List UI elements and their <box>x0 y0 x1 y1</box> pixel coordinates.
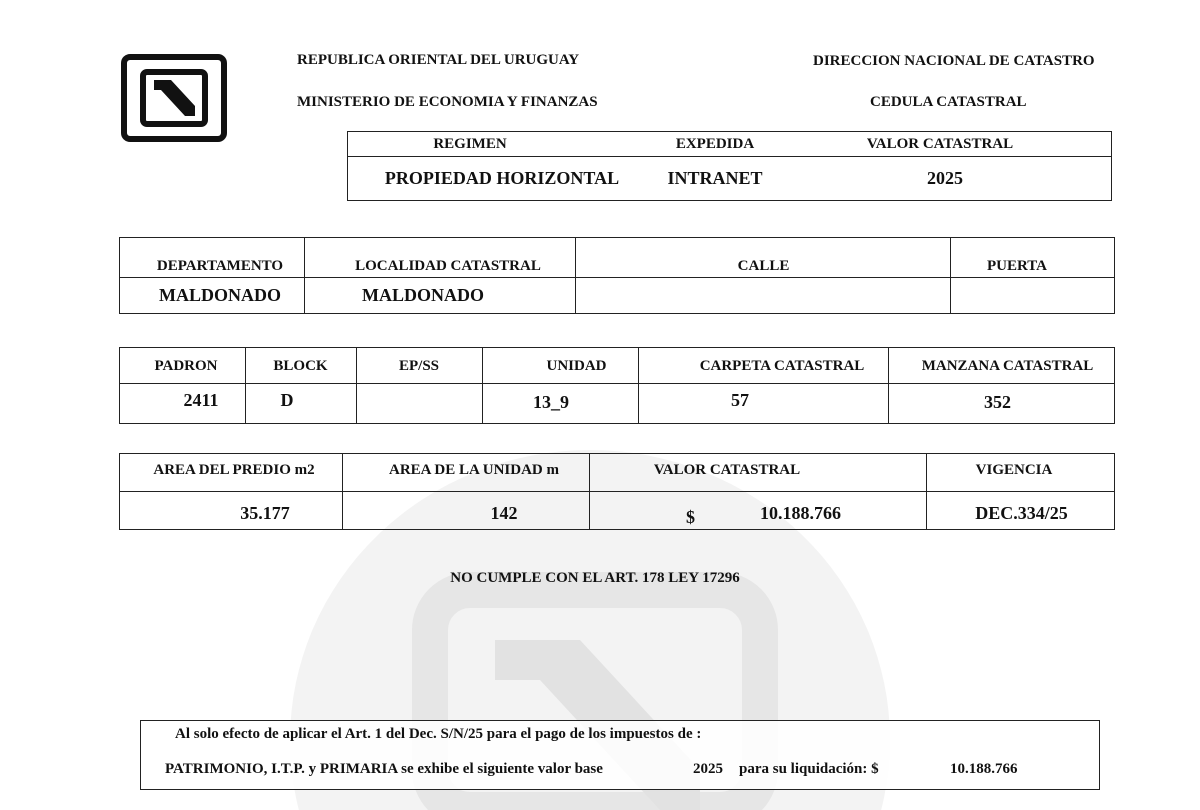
puerta-header: PUERTA <box>986 258 1048 274</box>
location-col-divider <box>950 237 951 314</box>
epss-header: EP/SS <box>398 358 440 374</box>
footer-line2-value: 10.188.766 <box>950 761 1018 777</box>
parcel-col-divider <box>482 347 483 424</box>
manzana-header: MANZANA CATASTRAL <box>921 358 1094 374</box>
location-col-divider <box>575 237 576 314</box>
area-unidad-value: 142 <box>490 503 518 523</box>
footer-line2-text: PATRIMONIO, I.T.P. y PRIMARIA se exhibe el siguiente valor base <box>165 761 603 777</box>
document-type: CEDULA CATASTRAL <box>870 94 1027 110</box>
unidad-value: 13_9 <box>533 392 569 412</box>
agency-name: DIRECCION NACIONAL DE CATASTRO <box>813 53 1095 69</box>
expedida-label: EXPEDIDA <box>675 136 755 152</box>
manzana-value: 352 <box>984 392 1011 412</box>
footer-line2-year: 2025 <box>693 761 723 777</box>
carpeta-value: 57 <box>731 390 749 410</box>
block-value: D <box>280 390 294 410</box>
carpeta-header: CARPETA CATASTRAL <box>699 358 865 374</box>
value-col-divider <box>926 453 927 530</box>
footer-line1: Al solo efecto de aplicar el Art. 1 del Dec. S/N/25 para el pago de los impuestos de : <box>175 726 702 742</box>
vigencia-value: DEC.334/25 <box>975 503 1068 523</box>
padron-value: 2411 <box>183 390 219 410</box>
parcel-header-divider <box>119 383 1115 384</box>
regimen-value: PROPIEDAD HORIZONTAL <box>384 168 620 188</box>
calle-header: CALLE <box>737 258 790 274</box>
localidad-header: LOCALIDAD CATASTRAL <box>355 258 541 274</box>
vigencia-header: VIGENCIA <box>975 462 1053 478</box>
area-predio-header: AREA DEL PREDIO m2 <box>153 462 315 478</box>
departamento-value: MALDONADO <box>159 285 281 305</box>
valor-year-value: 2025 <box>927 168 963 188</box>
ministry-name: MINISTERIO DE ECONOMIA Y FINANZAS <box>297 94 598 110</box>
area-unidad-header: AREA DE LA UNIDAD m <box>388 462 560 478</box>
valor-catastral-value: 10.188.766 <box>760 503 841 523</box>
catastro-logo-icon <box>121 54 228 142</box>
footer-line2-suffix: para su liquidación: $ <box>739 761 879 777</box>
localidad-value: MALDONADO <box>362 285 484 305</box>
value-header-divider <box>119 491 1115 492</box>
valor-catastral-header: VALOR CATASTRAL <box>653 462 801 478</box>
unidad-header: UNIDAD <box>546 358 607 374</box>
compliance-notice: NO CUMPLE CON EL ART. 178 LEY 17296 <box>450 570 740 586</box>
parcel-col-divider <box>356 347 357 424</box>
regimen-label: REGIMEN <box>433 136 507 152</box>
location-header-divider <box>119 277 1115 278</box>
expedida-value: INTRANET <box>667 168 763 188</box>
block-header: BLOCK <box>273 358 328 374</box>
valor-catastral-label: VALOR CATASTRAL <box>866 136 1014 152</box>
currency-symbol: $ <box>686 507 695 527</box>
regime-divider <box>347 156 1112 157</box>
area-predio-value: 35.177 <box>240 503 290 523</box>
departamento-header: DEPARTAMENTO <box>156 258 284 274</box>
country-name: REPUBLICA ORIENTAL DEL URUGUAY <box>297 52 580 68</box>
padron-header: PADRON <box>154 358 218 374</box>
